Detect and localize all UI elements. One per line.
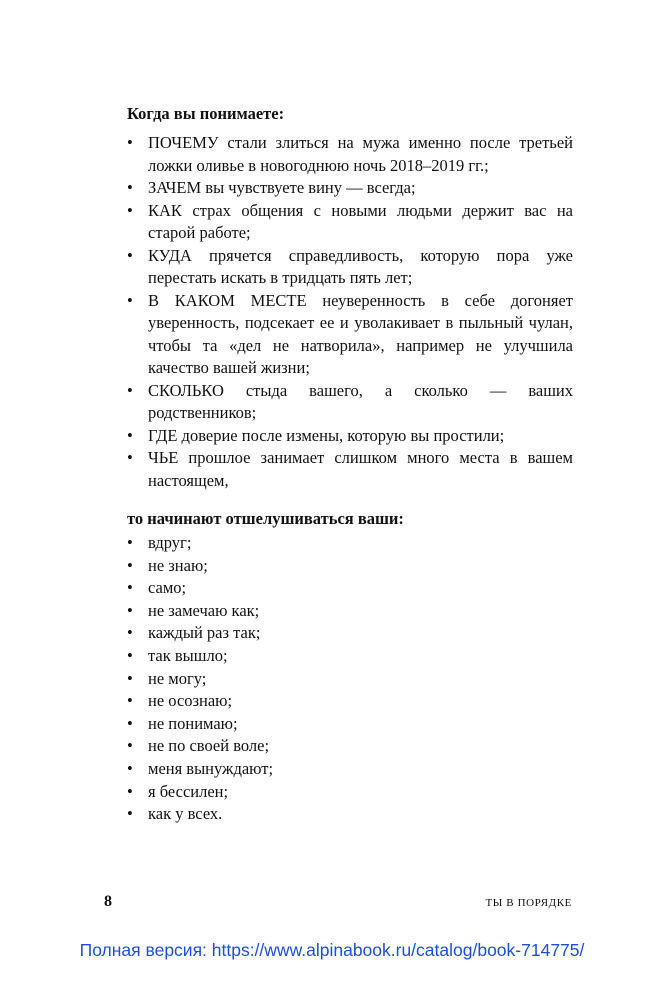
list-item-text: ЧЬЕ прошлое занимает слишком много места в вашем настоящем, (148, 448, 573, 490)
list-item (127, 781, 573, 804)
bullet-icon: • (127, 380, 133, 400)
list-item (127, 577, 573, 600)
list-item (127, 758, 573, 781)
list-item-text: меня вынуждают; (148, 758, 274, 778)
list-item-text: ЗАЧЕМ вы чувствуете вину — всегда; (148, 178, 416, 197)
list-item-text: не знаю; (148, 555, 208, 575)
list-item-text: КУДА прячется справедливость, которую пора уже перестать искать в тридцать пять лет; (148, 245, 573, 287)
list-item-text: не могу; (148, 668, 207, 688)
bullet-icon: • (127, 691, 133, 711)
section-heading-when: Когда вы понимаете: (127, 104, 285, 123)
phrases-list (127, 532, 573, 826)
list-item (127, 803, 573, 826)
bullet-icon: • (127, 623, 133, 643)
list-item (127, 200, 573, 245)
bullet-icon: • (127, 533, 133, 552)
list-item (127, 132, 573, 177)
list-item (127, 735, 573, 758)
list-item (127, 668, 573, 691)
list-item (127, 622, 573, 645)
bullet-icon: • (127, 600, 133, 620)
bullet-icon: • (127, 245, 133, 265)
list-item (127, 713, 573, 736)
list-item-text: не осознаю; (148, 691, 233, 711)
list-item-text: само; (148, 578, 187, 598)
list-item (127, 380, 573, 425)
list-item-text: вдруг; (148, 533, 192, 552)
bullet-icon: • (127, 555, 133, 575)
list-item (127, 425, 573, 448)
list-item (127, 555, 573, 578)
bullet-icon: • (127, 804, 133, 824)
list-item-text: ГДЕ доверие после измены, которую вы простили; (148, 425, 505, 445)
bullet-icon: • (127, 713, 133, 733)
running-title: ТЫ В ПОРЯДКЕ (485, 897, 572, 909)
bullet-icon: • (127, 133, 133, 152)
list-item (127, 532, 573, 555)
list-item (127, 447, 573, 492)
list-item-text: В КАКОМ МЕСТЕ неуверенность в себе догоняет уверенность, подсекает ее и уволакивает в пыльный чулан, чтобы та «дел не натворила», например не улучшила качество вашей жизни; (148, 290, 573, 377)
list-item-text: не замечаю как; (148, 600, 260, 620)
bullet-icon: • (127, 578, 133, 598)
list-item (127, 690, 573, 713)
list-item-text: СКОЛЬКО стыда вашего, а сколько — ваших родственников; (148, 380, 573, 422)
list-item-text: я бессилен; (148, 781, 229, 801)
bullet-icon: • (127, 668, 133, 688)
list-item-text: каждый раз так; (148, 623, 261, 643)
bullet-icon: • (127, 200, 133, 220)
page-number: 8 (104, 893, 112, 910)
bullet-icon: • (127, 781, 133, 801)
list-item (127, 290, 573, 380)
list-item-text: КАК страх общения с новыми людьми держит вас на старой работе; (148, 200, 573, 242)
questions-list (127, 132, 573, 492)
list-item (127, 645, 573, 668)
bullet-icon: • (127, 290, 133, 310)
list-item (127, 245, 573, 290)
bullet-icon: • (127, 448, 133, 467)
bullet-icon: • (127, 736, 133, 756)
list-item (127, 177, 573, 200)
list-item-text: не по своей воле; (148, 736, 270, 756)
bullet-icon: • (127, 645, 133, 665)
list-item (127, 600, 573, 623)
bullet-icon: • (127, 758, 133, 778)
list-item-text: как у всех. (148, 804, 223, 824)
list-item-text: так вышло; (148, 645, 228, 665)
bullet-icon: • (127, 178, 133, 197)
full-version-link[interactable]: Полная версия: https://www.alpinabook.ru/catalog/book-714775/ (79, 940, 585, 960)
list-item-text: не понимаю; (148, 713, 238, 733)
bullet-icon: • (127, 425, 133, 445)
list-item-text: ПОЧЕМУ стали злиться на мужа именно после третьей ложки оливье в новогоднюю ночь 2018–2019 гг.; (148, 133, 573, 175)
section-heading-then: то начинают отшелушиваться ваши: (127, 509, 404, 528)
